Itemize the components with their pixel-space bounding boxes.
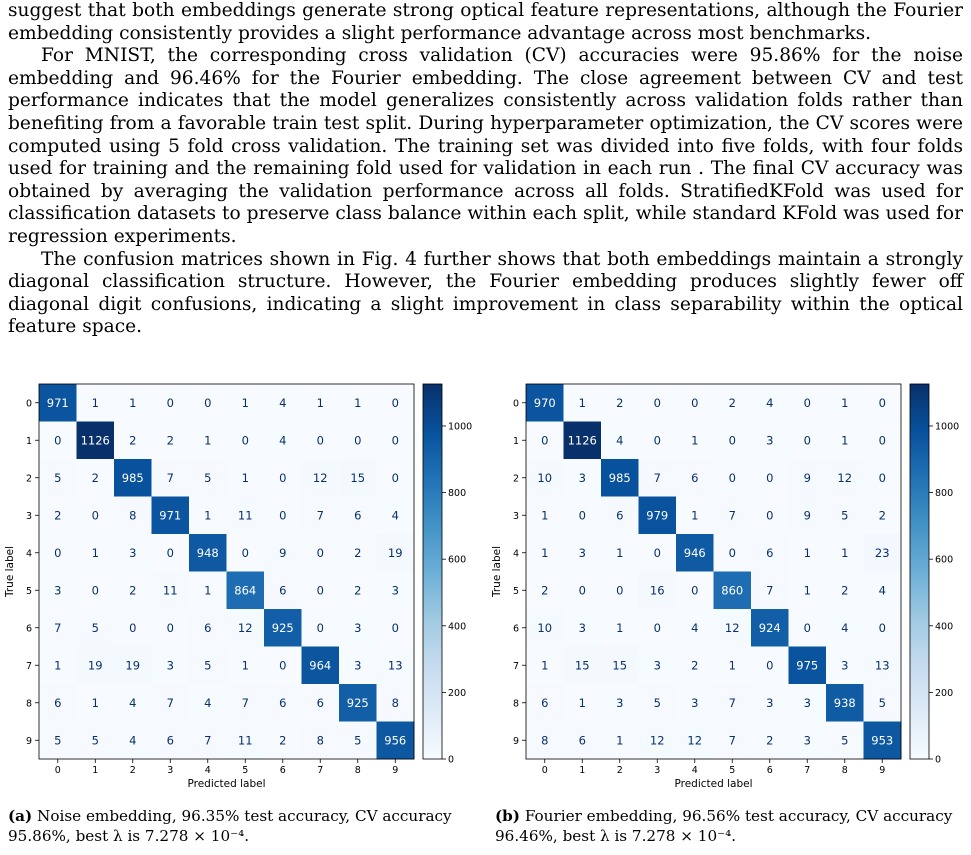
cell-value: 7 (241, 695, 249, 710)
matrix-cells (526, 384, 902, 760)
x-tick-label: 0 (541, 765, 548, 776)
cell-value: 864 (234, 583, 257, 598)
x-tick-label: 5 (242, 765, 249, 776)
cell-value: 2 (691, 658, 699, 673)
cell-value: 3 (616, 695, 624, 710)
cell-value: 0 (91, 508, 99, 523)
cell-value: 4 (841, 620, 849, 635)
cell-value: 2 (616, 395, 624, 410)
cell-value: 1 (616, 545, 624, 560)
cell-value: 2 (354, 583, 362, 598)
cell-value: 985 (608, 470, 631, 485)
cell-value: 0 (653, 395, 661, 410)
cell-value: 6 (616, 508, 624, 523)
cell-value: 4 (691, 620, 699, 635)
cell-value: 1 (54, 658, 62, 673)
colorbar-tick-label: 0 (935, 754, 942, 766)
colorbar-tick-label: 600 (448, 554, 467, 566)
caption-b-line1: Fourier embedding, 96.56% test accuracy, CV accuracy (524, 807, 953, 825)
x-tick-label: 9 (392, 765, 399, 776)
cell-value: 9 (803, 508, 811, 523)
cell-value: 4 (204, 695, 212, 710)
cell-value: 4 (391, 508, 399, 523)
cell-value: 5 (204, 658, 212, 673)
cell-value: 1 (691, 508, 699, 523)
cell-value: 4 (766, 395, 774, 410)
cell-value: 1 (616, 620, 624, 635)
cell-value: 0 (541, 433, 549, 448)
cell-value: 971 (46, 395, 69, 410)
cell-value: 1 (841, 395, 849, 410)
caption-b-line2: 96.46%, best λ is 7.278 × 10⁻⁴. (495, 827, 737, 845)
y-tick-label: 7 (512, 660, 519, 672)
y-tick-label: 0 (512, 398, 519, 410)
colorbar-tick-label: 800 (448, 488, 467, 500)
cell-value: 1 (841, 433, 849, 448)
cell-value: 5 (841, 733, 849, 748)
y-tick-label: 2 (512, 473, 519, 485)
cell-value: 5 (54, 733, 62, 748)
cell-value: 0 (166, 395, 174, 410)
cell-value: 0 (766, 658, 774, 673)
cell-value: 0 (653, 545, 661, 560)
cell-value: 0 (316, 545, 324, 560)
cell-value: 3 (803, 695, 811, 710)
cell-value: 3 (653, 658, 661, 673)
cell-value: 1 (204, 508, 212, 523)
paragraph-2: For MNIST, the corresponding cross validation (CV) accuracies were 95.86% for the noise embedding and 96.46% for the Fourier embedding. The close agreement between CV and test performance indicates that the model generalizes consistently across validation folds rather than benefiting from a favorable train test split. During hyperparameter optimization, the CV scores were computed using 5 fold cross validation. The training set was divided into five folds, with four folds used for training and the remaining fold used for validation in each run . The final CV accuracy was obtained by averaging the validation performance across all folds. StratifiedKFold was used for classification datasets to preserve class balance within each split, while standard KFold was used for regression experiments. (8, 45, 963, 247)
y-tick-label: 3 (25, 510, 32, 522)
cell-value: 0 (204, 395, 212, 410)
confusion-matrix-fourier (487, 380, 971, 790)
cell-value: 1 (578, 395, 586, 410)
cell-value: 1 (316, 395, 324, 410)
cell-value: 970 (533, 395, 556, 410)
x-tick-label: 3 (167, 765, 174, 776)
colorbar-tick-label: 600 (935, 554, 954, 566)
cell-value: 7 (728, 733, 736, 748)
cell-value: 3 (166, 658, 174, 673)
cell-value: 2 (541, 583, 549, 598)
cell-value: 924 (758, 620, 781, 635)
cell-value: 5 (354, 733, 362, 748)
cell-value: 7 (166, 695, 174, 710)
cell-value: 0 (691, 395, 699, 410)
cell-value: 8 (541, 733, 549, 748)
cell-value: 0 (279, 658, 287, 673)
paragraph-1: suggest that both embeddings generate strong optical feature representations, although the Fourier embedding consistently provides a slight performance advantage across most benchmarks. (8, 0, 963, 44)
cell-value: 956 (384, 733, 407, 748)
colorbar-tick-label: 200 (448, 687, 467, 699)
cell-value: 6 (279, 695, 287, 710)
x-tick-label: 7 (804, 765, 811, 776)
y-tick-label: 5 (512, 585, 519, 597)
cell-value: 19 (125, 658, 141, 673)
cell-value: 3 (803, 733, 811, 748)
cell-value: 3 (578, 545, 586, 560)
cell-value: 5 (653, 695, 661, 710)
cell-value: 0 (728, 470, 736, 485)
cell-value: 925 (271, 620, 294, 635)
colorbar-tick-label: 800 (935, 488, 954, 500)
cell-value: 3 (354, 658, 362, 673)
cell-value: 0 (391, 433, 399, 448)
cell-value: 3 (766, 433, 774, 448)
cell-value: 2 (91, 470, 99, 485)
cell-value: 4 (279, 433, 287, 448)
cell-value: 5 (204, 470, 212, 485)
caption-b (495, 806, 967, 846)
cell-value: 0 (578, 508, 586, 523)
cell-value: 3 (766, 695, 774, 710)
cell-value: 3 (54, 583, 62, 598)
cell-value: 1 (841, 545, 849, 560)
cell-value: 5 (841, 508, 849, 523)
cell-value: 0 (728, 433, 736, 448)
cell-value: 0 (878, 620, 886, 635)
cell-value: 0 (728, 545, 736, 560)
cell-value: 8 (316, 733, 324, 748)
cell-value: 946 (683, 545, 706, 560)
cell-value: 2 (54, 508, 62, 523)
cell-value: 1 (803, 545, 811, 560)
cell-value: 12 (649, 733, 665, 748)
x-tick-label: 7 (317, 765, 324, 776)
y-tick-label: 6 (512, 623, 519, 635)
cell-value: 0 (766, 470, 774, 485)
cell-value: 1 (541, 658, 549, 673)
cell-value: 2 (279, 733, 287, 748)
x-tick-label: 1 (579, 765, 586, 776)
cell-value: 0 (391, 470, 399, 485)
cell-value: 12 (837, 470, 853, 485)
cell-value: 7 (54, 620, 62, 635)
cell-value: 4 (129, 695, 137, 710)
x-tick-label: 2 (129, 765, 136, 776)
cell-value: 2 (878, 508, 886, 523)
colorbar-tick-label: 200 (935, 687, 954, 699)
cell-value: 1 (91, 695, 99, 710)
x-tick-label: 8 (841, 765, 848, 776)
y-tick-label: 4 (512, 548, 519, 560)
cell-value: 3 (391, 583, 399, 598)
cell-value: 0 (391, 395, 399, 410)
x-tick-label: 1 (92, 765, 99, 776)
cell-value: 16 (649, 583, 665, 598)
cell-value: 1 (728, 658, 736, 673)
cell-value: 23 (874, 545, 890, 560)
y-tick-label: 4 (25, 548, 32, 560)
cell-value: 6 (766, 545, 774, 560)
cell-value: 0 (653, 433, 661, 448)
cell-value: 0 (878, 433, 886, 448)
cell-value: 925 (346, 695, 369, 710)
colorbar-tick-label: 1000 (448, 421, 473, 433)
y-tick-label: 7 (25, 660, 32, 672)
cell-value: 9 (803, 470, 811, 485)
x-axis-label: Predicted label (674, 778, 753, 790)
cell-value: 2 (728, 395, 736, 410)
cell-value: 5 (91, 620, 99, 635)
cell-value: 1 (616, 733, 624, 748)
cell-value: 1 (541, 545, 549, 560)
cell-value: 4 (616, 433, 624, 448)
y-tick-label: 3 (512, 510, 519, 522)
cell-value: 4 (878, 583, 886, 598)
cell-value: 13 (387, 658, 403, 673)
cell-value: 0 (653, 620, 661, 635)
x-tick-label: 4 (691, 765, 698, 776)
cell-value: 9 (279, 545, 287, 560)
cell-value: 19 (87, 658, 103, 673)
cell-value: 0 (241, 545, 249, 560)
cell-value: 6 (578, 733, 586, 748)
caption-b-label: (b) (495, 807, 520, 825)
cell-value: 15 (612, 658, 628, 673)
cell-value: 0 (391, 620, 399, 635)
cell-value: 15 (574, 658, 590, 673)
y-tick-label: 9 (512, 735, 519, 747)
x-tick-label: 2 (616, 765, 623, 776)
y-tick-label: 1 (512, 435, 519, 447)
cell-value: 964 (309, 658, 332, 673)
cell-value: 7 (204, 733, 212, 748)
x-tick-label: 6 (766, 765, 773, 776)
colorbar-tick-label: 1000 (935, 421, 960, 433)
y-axis-label: True label (4, 545, 16, 598)
figure-4 (0, 380, 971, 790)
cell-value: 6 (204, 620, 212, 635)
cell-value: 4 (279, 395, 287, 410)
cell-value: 1126 (567, 433, 597, 448)
x-tick-label: 6 (279, 765, 286, 776)
cell-value: 5 (54, 470, 62, 485)
y-tick-label: 9 (25, 735, 32, 747)
cell-value: 2 (166, 433, 174, 448)
cell-value: 2 (766, 733, 774, 748)
cell-value: 979 (646, 508, 669, 523)
cell-value: 0 (616, 583, 624, 598)
cell-value: 860 (721, 583, 744, 598)
cell-value: 0 (803, 395, 811, 410)
y-tick-label: 0 (25, 398, 32, 410)
cell-value: 1 (91, 395, 99, 410)
cell-value: 0 (316, 620, 324, 635)
x-tick-label: 0 (54, 765, 61, 776)
cell-value: 8 (129, 508, 137, 523)
cell-value: 1 (129, 395, 137, 410)
cell-value: 0 (578, 583, 586, 598)
cell-value: 3 (129, 545, 137, 560)
cell-value: 12 (312, 470, 328, 485)
cell-value: 2 (129, 433, 137, 448)
cell-value: 3 (354, 620, 362, 635)
caption-a-line1: Noise embedding, 96.35% test accuracy, CV accuracy (37, 807, 452, 825)
x-tick-label: 3 (654, 765, 661, 776)
cell-value: 948 (196, 545, 219, 560)
cell-value: 3 (578, 470, 586, 485)
cell-value: 7 (728, 695, 736, 710)
cell-value: 6 (54, 695, 62, 710)
cell-value: 0 (316, 433, 324, 448)
colorbar-tick-label: 400 (448, 621, 467, 633)
cell-value: 971 (159, 508, 182, 523)
cell-value: 1 (354, 395, 362, 410)
cell-value: 12 (724, 620, 740, 635)
cell-value: 6 (541, 695, 549, 710)
cell-value: 15 (350, 470, 366, 485)
y-axis-label: True label (491, 545, 503, 598)
cell-value: 0 (54, 433, 62, 448)
cell-value: 7 (166, 470, 174, 485)
y-tick-label: 8 (25, 698, 32, 710)
cell-value: 0 (691, 583, 699, 598)
cell-value: 1 (204, 433, 212, 448)
cell-value: 1 (241, 658, 249, 673)
cell-value: 0 (878, 470, 886, 485)
cell-value: 7 (316, 508, 324, 523)
cell-value: 1 (241, 470, 249, 485)
cell-value: 6 (354, 508, 362, 523)
cell-value: 0 (91, 583, 99, 598)
caption-a (8, 806, 486, 846)
cell-value: 975 (796, 658, 819, 673)
cell-value: 11 (162, 583, 178, 598)
cell-value: 19 (387, 545, 403, 560)
cell-value: 1 (691, 433, 699, 448)
y-tick-label: 2 (25, 473, 32, 485)
cell-value: 11 (237, 508, 253, 523)
colorbar-tick-label: 0 (448, 754, 455, 766)
cell-value: 0 (279, 470, 287, 485)
colorbar (423, 384, 442, 759)
cell-value: 0 (54, 545, 62, 560)
cell-value: 0 (766, 508, 774, 523)
cell-value: 938 (833, 695, 856, 710)
cell-value: 1 (578, 695, 586, 710)
cell-value: 10 (537, 470, 553, 485)
cell-value: 12 (687, 733, 703, 748)
cell-value: 0 (803, 620, 811, 635)
cell-value: 7 (728, 508, 736, 523)
cell-value: 1 (204, 583, 212, 598)
cell-value: 5 (878, 695, 886, 710)
cell-value: 7 (766, 583, 774, 598)
x-tick-label: 5 (729, 765, 736, 776)
cell-value: 7 (653, 470, 661, 485)
cell-value: 2 (129, 583, 137, 598)
y-tick-label: 8 (512, 698, 519, 710)
cell-value: 0 (241, 433, 249, 448)
cell-value: 8 (391, 695, 399, 710)
cell-value: 0 (279, 508, 287, 523)
confusion-matrix-noise (0, 380, 480, 790)
cell-value: 985 (121, 470, 144, 485)
cell-value: 0 (803, 433, 811, 448)
cell-value: 2 (354, 545, 362, 560)
cell-value: 11 (237, 733, 253, 748)
x-tick-label: 8 (354, 765, 361, 776)
caption-a-line2: 95.86%, best λ is 7.278 × 10⁻⁴. (8, 827, 250, 845)
x-tick-label: 4 (204, 765, 211, 776)
cell-value: 6 (691, 470, 699, 485)
cell-value: 5 (91, 733, 99, 748)
cell-value: 0 (129, 620, 137, 635)
cell-value: 1 (541, 508, 549, 523)
colorbar-tick-label: 400 (935, 621, 954, 633)
cell-value: 3 (578, 620, 586, 635)
cell-value: 6 (316, 695, 324, 710)
y-tick-label: 6 (25, 623, 32, 635)
cell-value: 1 (803, 583, 811, 598)
cell-value: 0 (166, 620, 174, 635)
y-tick-label: 1 (25, 435, 32, 447)
caption-a-label: (a) (8, 807, 33, 825)
cell-value: 1 (91, 545, 99, 560)
cell-value: 10 (537, 620, 553, 635)
cell-value: 0 (354, 433, 362, 448)
cell-value: 4 (129, 733, 137, 748)
cell-value: 12 (237, 620, 253, 635)
y-tick-label: 5 (25, 585, 32, 597)
cell-value: 0 (878, 395, 886, 410)
x-tick-label: 9 (879, 765, 886, 776)
matrix-cells (39, 384, 415, 760)
cell-value: 1 (241, 395, 249, 410)
cell-value: 0 (316, 583, 324, 598)
colorbar (910, 384, 929, 759)
cell-value: 6 (279, 583, 287, 598)
cell-value: 6 (166, 733, 174, 748)
cell-value: 3 (691, 695, 699, 710)
cell-value: 2 (841, 583, 849, 598)
cell-value: 953 (871, 733, 894, 748)
paragraph-3: The confusion matrices shown in Fig. 4 further shows that both embeddings maintain a strongly diagonal classification structure. However, the Fourier embedding produces slightly fewer off diagonal digit confusions, indicating a slight improvement in class separability within the optical feature space. (8, 248, 963, 338)
cell-value: 13 (874, 658, 890, 673)
body-text (8, 0, 963, 339)
cell-value: 3 (841, 658, 849, 673)
cell-value: 1126 (80, 433, 110, 448)
cell-value: 0 (166, 545, 174, 560)
x-axis-label: Predicted label (187, 778, 266, 790)
